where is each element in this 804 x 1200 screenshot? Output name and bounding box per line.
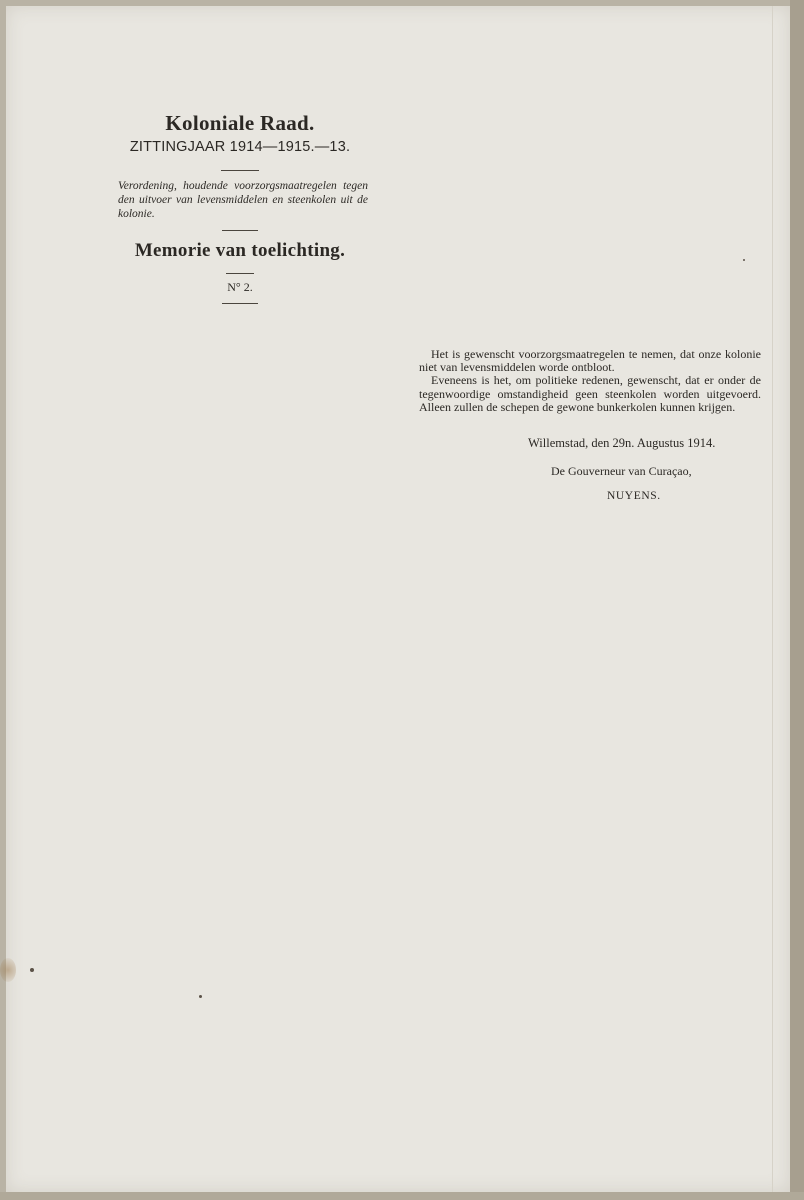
document-page (6, 6, 790, 1192)
document-number: N° 2. (227, 280, 253, 294)
session-year: ZITTINGJAAR 1914—1915.—13. (129, 139, 351, 155)
paper-speck (199, 995, 202, 998)
ordinance-subject: Verordening, houdende voorzorgsmaatregelen tegen den uitvoer van levensmiddelen en steenkolen uit de kolonie. (118, 180, 368, 220)
paper-stain (0, 958, 16, 982)
page-fold-line (772, 6, 773, 1192)
divider-rule (222, 230, 258, 231)
place-and-date: Willemstad, den 29n. Augustus 1914. (528, 436, 716, 450)
document-header (112, 110, 368, 304)
memorandum-body (419, 348, 761, 414)
scan-background-edge (0, 1192, 804, 1200)
body-paragraph: Eveneens is het, om politieke redenen, gewenscht, dat er onder de tegenwoordige omstandigheid geen steenkolen worden uitgevoerd. Alleen zullen de schepen de gewone bunkerkolen kunnen krijgen. (419, 373, 761, 414)
divider-rule (221, 170, 259, 171)
body-paragraph: Het is gewenscht voorzorgsmaatregelen te nemen, dat onze kolonie niet van levensmiddelen worde ontbloot. (419, 347, 761, 375)
document-type-heading: Memorie van toelichting. (134, 240, 346, 261)
signature-name: NUYENS. (607, 490, 661, 502)
scan-background-edge (790, 0, 804, 1200)
divider-rule (222, 303, 258, 304)
governor-title: De Gouverneur van Curaçao, (551, 464, 692, 478)
council-title: Koloniale Raad. (165, 111, 315, 135)
divider-rule (226, 273, 254, 274)
paper-speck (30, 968, 34, 972)
paper-speck (743, 259, 745, 261)
